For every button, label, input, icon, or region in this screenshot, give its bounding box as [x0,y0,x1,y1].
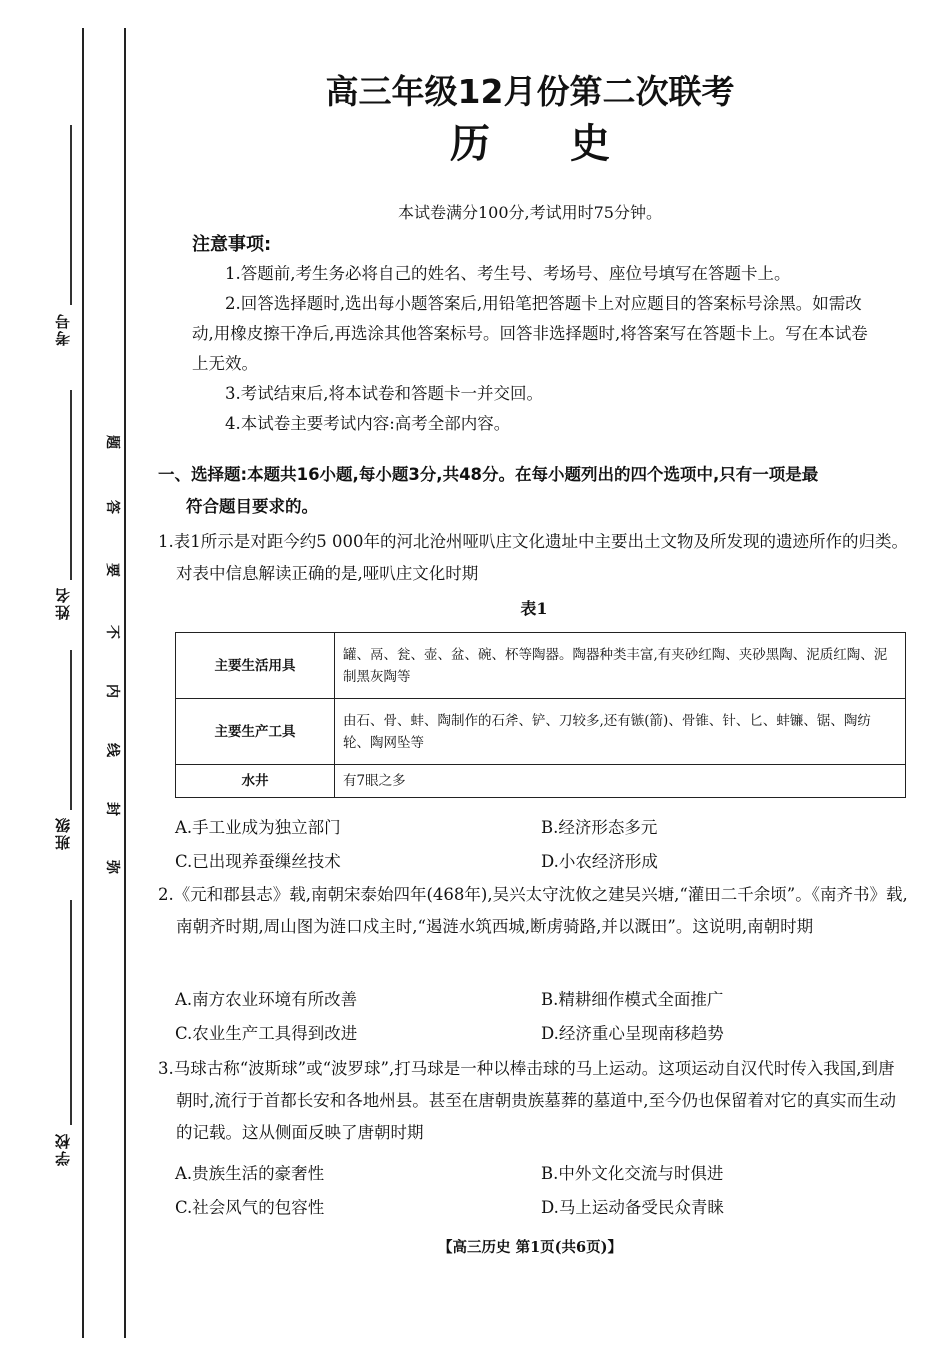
class-label: 班级 [54,816,72,850]
question-2 [158,879,910,943]
seal-char: 线 [104,743,120,757]
table-row-content: 由石、骨、蚌、陶制作的石斧、铲、刀较多,还有镞(箭)、骨锥、针、匕、蚌镰、锯、陶纺轮、陶网坠等 [335,699,906,765]
binding-line-outer [82,28,84,1338]
question-stem: 3.马球古称“波斯球”或“波罗球”,打马球是一种以棒击球的马上运动。这项运动自汉代时传入我国,到唐朝时,流行于首都长安和各地州县。甚至在唐朝贵族墓葬的墓道中,至今仍也保留着对它的真实而生动的记载。这从侧面反映了唐朝时期 [158,1059,896,1142]
question-3 [158,1053,910,1149]
exam-number-line [70,125,72,305]
note-item: 2.回答选择题时,选出每小题答案后,用铅笔把答题卡上对应题目的答案标号涂黑。如需改动,用橡皮擦干净后,再选涂其他答案标号。回答非选择题时,将答案写在答题卡上。写在本试卷上无效。 [192,294,868,373]
section-heading-line1: 一、选择题:本题共16小题,每小题3分,共48分。在每小题列出的四个选项中,只有一项是最 [158,465,819,484]
option-a[interactable]: A.贵族生活的豪奢性 [175,1164,325,1183]
table-row-label: 主要生活用具 [176,633,335,699]
option-c[interactable]: C.农业生产工具得到改进 [175,1024,358,1043]
option-a[interactable]: A.南方农业环境有所改善 [175,990,358,1009]
table-caption: 表1 [520,599,548,618]
note-item: 3.考试结束后,将本试卷和答题卡一并交回。 [225,384,543,403]
section-heading-line2: 符合题目要求的。 [186,497,318,516]
page-footer: 【高三历史 第1页(共6页)】 [438,1239,622,1256]
table-row [176,699,906,765]
name-label: 姓名 [54,586,72,620]
option-b[interactable]: B.中外文化交流与时俱进 [541,1164,724,1183]
exam-subject: 历史 [450,121,690,167]
option-a[interactable]: A.手工业成为独立部门 [175,818,341,837]
seal-char: 题 [104,435,120,449]
seal-char: 内 [104,684,120,698]
class-line [70,650,72,810]
seal-char: 弥 [104,860,120,874]
table-row-content: 罐、鬲、瓮、壶、盆、碗、杯等陶器。陶器种类丰富,有夹砂红陶、夹砂黑陶、泥质红陶、泥制黑灰陶等 [335,633,906,699]
table-row-label: 主要生产工具 [176,699,335,765]
seal-char: 答 [104,500,120,514]
section-heading [158,459,910,523]
exam-title: 高三年级12月份第二次联考 [325,72,735,111]
name-line [70,390,72,580]
table-row [176,765,906,798]
notes-title: 注意事项: [192,234,272,255]
school-label: 学校 [54,1132,72,1166]
seal-char: 不 [104,625,120,639]
binding-line-inner [124,28,126,1338]
option-b[interactable]: B.精耕细作模式全面推广 [541,990,724,1009]
question-1 [158,526,910,590]
option-c[interactable]: C.已出现养蚕缫丝技术 [175,852,341,871]
option-d[interactable]: D.马上运动备受民众青睐 [541,1198,724,1217]
note-item: 4.本试卷主要考试内容:高考全部内容。 [225,414,511,433]
exam-number-label: 考号 [54,312,72,346]
question-stem: 1.表1所示是对距今约5 000年的河北沧州哑叭庄文化遗址中主要出土文物及所发现的遗迹所作的归类。对表中信息解读正确的是,哑叭庄文化时期 [158,532,908,583]
binding-margin [0,0,140,1345]
table-row-label: 水井 [176,765,335,798]
note-item: 1.答题前,考生务必将自己的姓名、考生号、考场号、座位号填写在答题卡上。 [225,264,791,283]
table-row [176,633,906,699]
notes-list [192,259,882,439]
artifact-table [175,632,906,798]
question-stem: 2.《元和郡县志》载,南朝宋泰始四年(468年),吴兴太守沈攸之建吴兴塘,“灌田二千余顷”。《南齐书》载,南朝齐时期,周山图为涟口戍主时,“遏涟水筑西城,断虏骑路,并以溉田”。这说明,南朝时期 [158,885,908,936]
table-row-content: 有7眼之多 [335,765,906,798]
option-c[interactable]: C.社会风气的包容性 [175,1198,325,1217]
option-d[interactable]: D.经济重心呈现南移趋势 [541,1024,724,1043]
seal-char: 封 [104,802,120,816]
school-line [70,900,72,1125]
seal-char: 要 [104,563,120,577]
exam-meta: 本试卷满分100分,考试用时75分钟。 [398,203,662,222]
option-d[interactable]: D.小农经济形成 [541,852,658,871]
option-b[interactable]: B.经济形态多元 [541,818,658,837]
